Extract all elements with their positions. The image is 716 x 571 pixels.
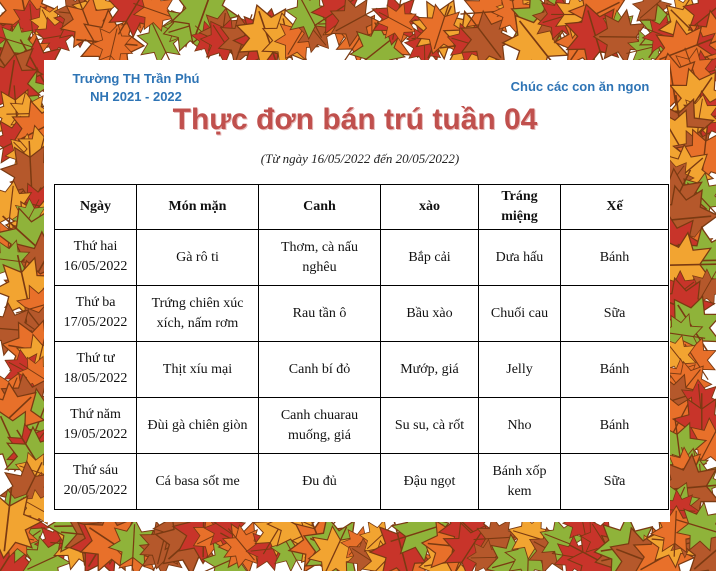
table-header-row [55,185,669,230]
main-dish-cell: Trứng chiên xúc xích, nấm rơm [137,286,259,342]
snack-cell: Sữa [561,454,669,510]
page-title: Thực đơn bán trú tuần 04 [172,103,538,136]
table-row [55,230,669,286]
day-name: Thứ sáu [72,462,119,478]
day-date: 20/05/2022 [63,482,128,498]
school-name: Trường TH Trần Phú [72,71,200,86]
day-name: Thứ ba [75,294,116,310]
table-row [55,342,669,398]
school-year: NH 2021 - 2022 [90,89,182,104]
day-cell [55,454,137,510]
header-stir-fry: xào [381,185,479,230]
date-range: (Từ ngày 16/05/2022 đến 20/05/2022) [260,151,460,166]
stir-fry-cell: Đậu ngọt [381,454,479,510]
table-row [55,454,669,510]
day-name: Thứ năm [70,406,121,422]
day-name: Thứ hai [73,238,118,254]
day-cell [55,286,137,342]
stir-fry-cell: Bắp cải [381,230,479,286]
day-date: 19/05/2022 [63,426,128,442]
main-dish-cell: Thịt xíu mại [137,342,259,398]
header-snack: Xế [561,185,669,230]
header-dessert: Tráng miệng [479,185,561,230]
dessert-cell: Jelly [479,342,561,398]
menu-table [54,184,669,510]
snack-cell: Bánh [561,342,669,398]
greeting-text: Chúc các con ăn ngon [510,79,650,94]
day-name: Thứ tư [76,350,115,366]
dessert-cell: Chuối cau [479,286,561,342]
day-cell [55,342,137,398]
stir-fry-cell: Mướp, giá [381,342,479,398]
stir-fry-cell: Bầu xào [381,286,479,342]
header-day: Ngày [55,185,137,230]
soup-cell: Canh bí đỏ [259,342,381,398]
main-dish-cell: Đùi gà chiên giòn [137,398,259,454]
soup-cell: Canh chuarau muống, giá [259,398,381,454]
day-date: 17/05/2022 [63,314,128,330]
snack-cell: Sữa [561,286,669,342]
soup-cell: Thơm, cà nấu nghêu [259,230,381,286]
stir-fry-cell: Su su, cà rốt [381,398,479,454]
main-dish-cell: Cá basa sốt me [137,454,259,510]
dessert-cell: Dưa hấu [479,230,561,286]
table-row [55,398,669,454]
snack-cell: Bánh [561,230,669,286]
header-main-dish: Món mặn [137,185,259,230]
school-label [66,70,206,106]
main-dish-cell: Gà rô ti [137,230,259,286]
snack-cell: Bánh [561,398,669,454]
day-cell [55,398,137,454]
day-date: 18/05/2022 [63,370,128,386]
day-cell [55,230,137,286]
soup-cell: Rau tần ô [259,286,381,342]
header-soup: Canh [259,185,381,230]
dessert-cell: Nho [479,398,561,454]
day-date: 16/05/2022 [63,258,128,274]
soup-cell: Đu đủ [259,454,381,510]
dessert-cell: Bánh xốp kem [479,454,561,510]
table-row [55,286,669,342]
